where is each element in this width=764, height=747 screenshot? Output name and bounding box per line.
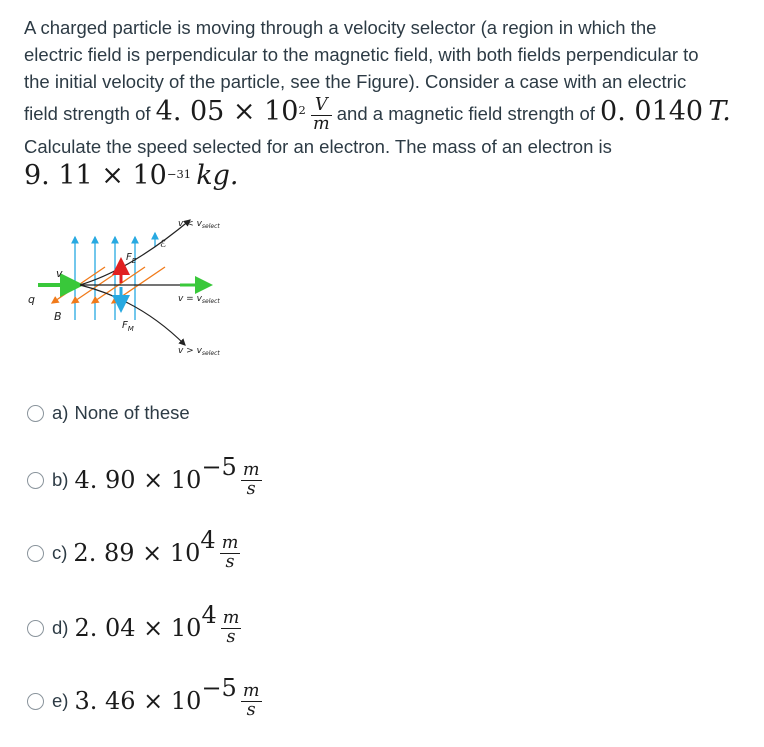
option-exponent: 4 bbox=[200, 525, 216, 554]
option-e[interactable] bbox=[27, 673, 262, 720]
bottom-path-label: $v > v_{select}$ bbox=[178, 346, 220, 357]
option-unit: $\frac{m}{s}$ bbox=[222, 608, 240, 647]
velocity-label: v bbox=[56, 267, 63, 280]
efield-unit-num: V bbox=[311, 97, 332, 116]
option-label: c) bbox=[52, 542, 68, 564]
mass-exponent: −31 bbox=[166, 166, 192, 181]
option-unit: $\frac{m}{s}$ bbox=[242, 460, 260, 499]
radio-button[interactable] bbox=[27, 545, 44, 562]
radio-button[interactable] bbox=[27, 620, 44, 637]
option-unit: $\frac{m}{s}$ bbox=[221, 533, 239, 572]
charge-label: q bbox=[28, 293, 35, 306]
radio-button[interactable] bbox=[27, 405, 44, 422]
question-text bbox=[24, 14, 754, 194]
electric-force-label: $F_E$ bbox=[126, 252, 137, 265]
magnetic-field-label: B bbox=[54, 310, 62, 323]
mid-path-label: $v = v_{select}$ bbox=[178, 294, 220, 305]
mass-value: 9. 11 × 10 bbox=[24, 160, 167, 192]
efield-value: 4. 05 × 10 bbox=[155, 95, 299, 127]
question-line: the initial velocity of the particle, see the Figure). Consider a case with an electric bbox=[24, 71, 687, 92]
question-line: A charged particle is moving through a velocity selector (a region in which the bbox=[24, 17, 657, 38]
bfield-unit: T. bbox=[708, 95, 731, 127]
option-value: 3. 46 × 10 bbox=[74, 687, 202, 716]
option-label: d) bbox=[52, 617, 69, 639]
bfield-value: 0. 0140 bbox=[600, 95, 704, 127]
velocity-selector-figure bbox=[20, 205, 250, 365]
efield-unit bbox=[311, 97, 332, 133]
efield-exponent: 2 bbox=[298, 102, 306, 117]
efield-unit-den: m bbox=[312, 113, 330, 134]
option-b[interactable] bbox=[27, 452, 262, 499]
option-a[interactable] bbox=[27, 402, 190, 424]
electric-field-label: ℰ bbox=[160, 239, 167, 250]
option-value: 2. 04 × 10 bbox=[74, 614, 202, 643]
lower-path bbox=[80, 285, 185, 345]
option-d[interactable] bbox=[27, 600, 241, 647]
question-line: electric field is perpendicular to the magnetic field, with both fields perpendicular to bbox=[24, 44, 699, 65]
question-line bbox=[24, 97, 754, 133]
electric-field-lines bbox=[75, 233, 155, 320]
option-value: 4. 90 × 10 bbox=[74, 466, 202, 495]
radio-button[interactable] bbox=[27, 472, 44, 489]
option-text: None of these bbox=[74, 402, 190, 423]
option-unit: $\frac{m}{s}$ bbox=[242, 681, 260, 720]
mass-line bbox=[24, 162, 754, 194]
question-text-part: and a magnetic field strength of bbox=[336, 102, 595, 124]
option-exponent: −5 bbox=[201, 452, 237, 481]
option-label: e) bbox=[52, 690, 69, 712]
option-exponent: 4 bbox=[201, 600, 217, 629]
radio-button[interactable] bbox=[27, 693, 44, 710]
magnetic-force-label: $F_M$ bbox=[122, 320, 134, 333]
mass-unit: kg. bbox=[196, 160, 239, 192]
option-exponent: −5 bbox=[201, 673, 237, 702]
question-text-part: field strength of bbox=[24, 102, 151, 124]
option-label: b) bbox=[52, 469, 69, 491]
option-label: a) bbox=[52, 402, 69, 423]
option-c[interactable] bbox=[27, 525, 240, 572]
top-path-label: $v < v_{select}$ bbox=[178, 219, 220, 230]
question-line: Calculate the speed selected for an electron. The mass of an electron is bbox=[24, 136, 612, 158]
option-value: 2. 89 × 10 bbox=[73, 539, 201, 568]
